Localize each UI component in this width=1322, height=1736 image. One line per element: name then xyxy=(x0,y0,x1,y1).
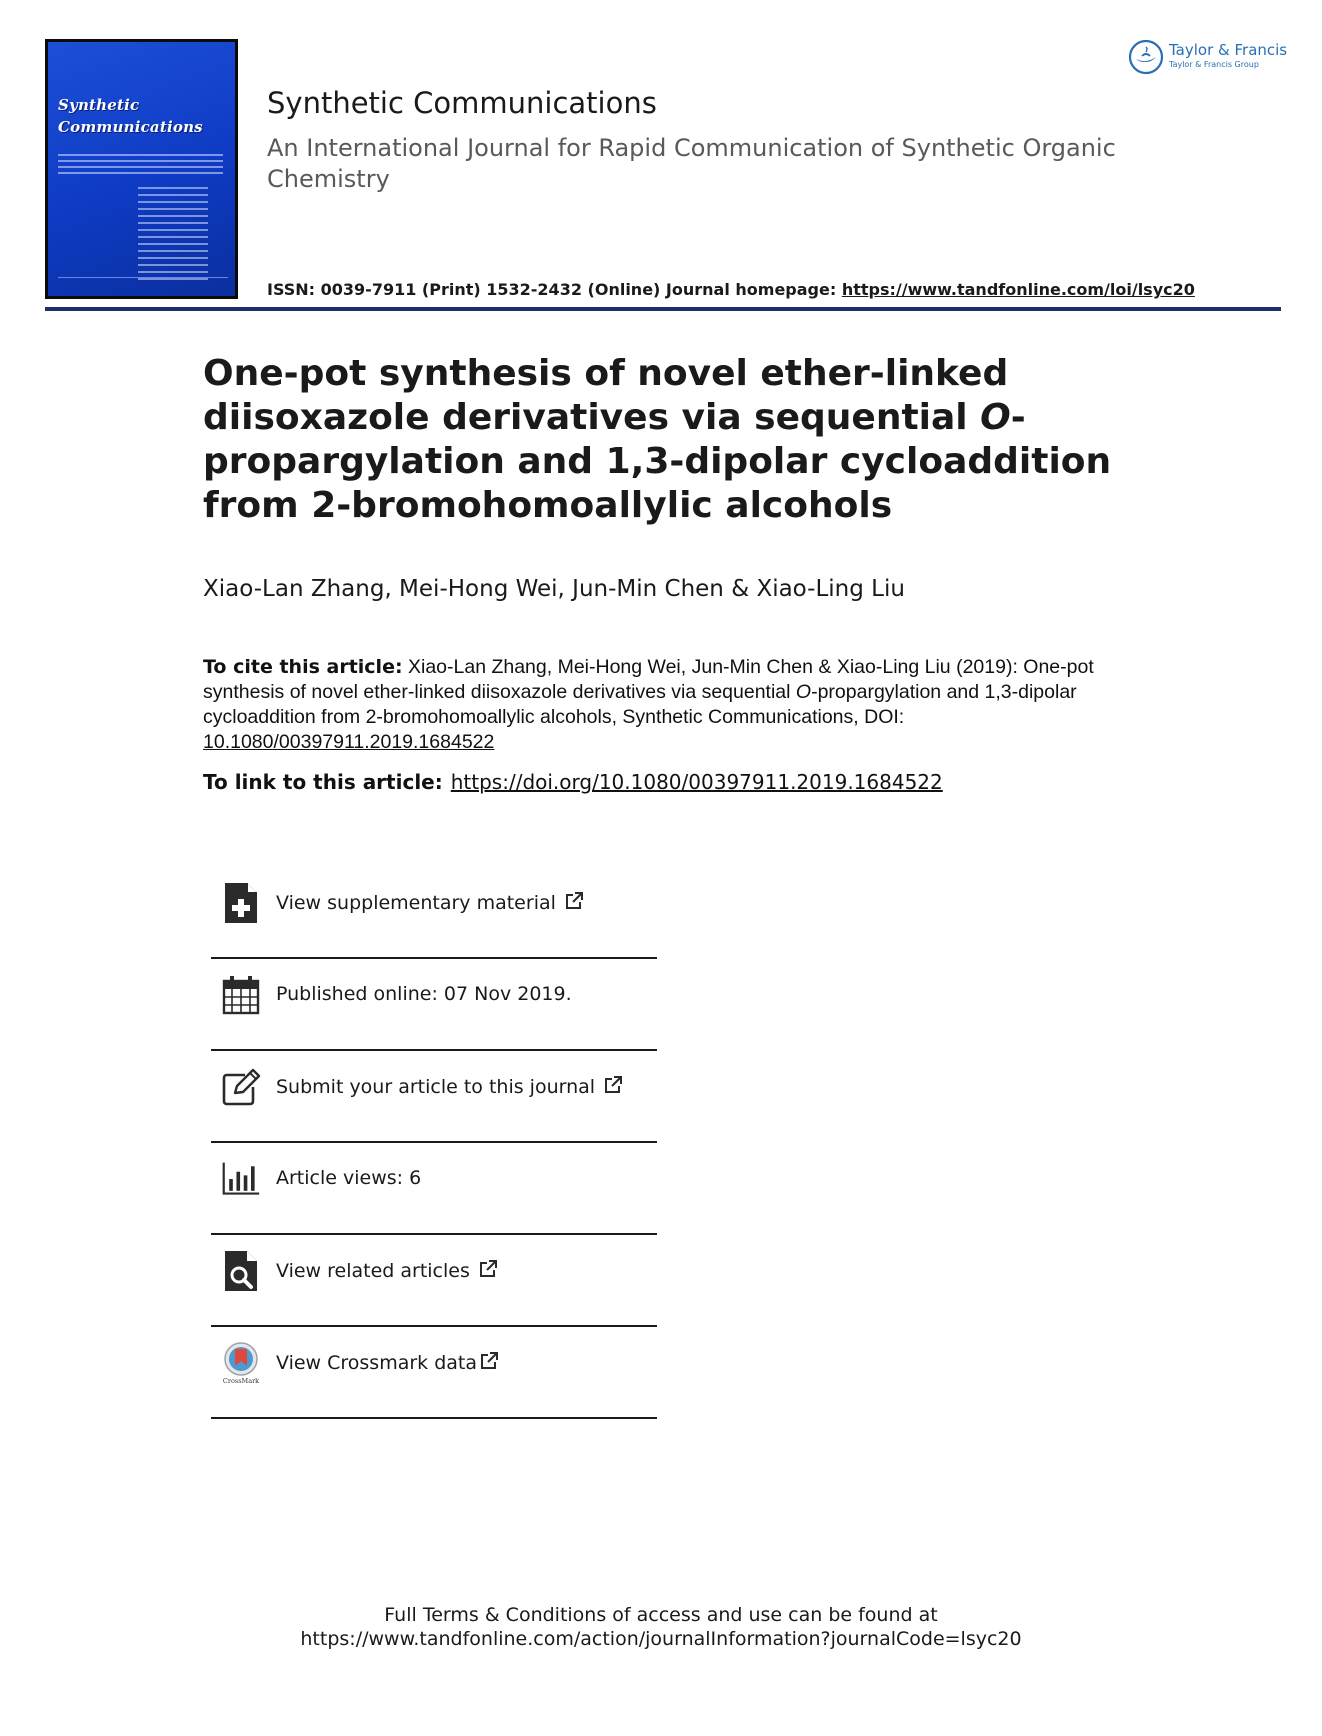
issn-text: ISSN: 0039-7911 (Print) 1532-2432 (Online) Journal homepage: xyxy=(267,280,842,299)
citation-block xyxy=(203,655,1103,755)
article-authors: Xiao-Lan Zhang, Mei-Hong Wei, Jun-Min Chen & Xiao-Ling Liu xyxy=(203,576,905,602)
publisher-lamp-icon xyxy=(1128,39,1164,75)
external-link-icon xyxy=(478,1259,498,1279)
submit-article-link[interactable] xyxy=(211,1049,657,1141)
view-crossmark-link[interactable] xyxy=(211,1325,657,1419)
terms-footer xyxy=(0,1603,1322,1651)
published-online-label: Published online: 07 Nov 2019. xyxy=(276,983,572,1005)
article-title xyxy=(203,352,1133,528)
calendar-icon xyxy=(221,973,261,1017)
cover-title xyxy=(58,94,233,138)
crossmark-row-content xyxy=(276,1351,499,1374)
cover-subtitle-lines xyxy=(58,154,223,176)
bar-chart-icon xyxy=(221,1157,261,1201)
svg-text:CrossMark: CrossMark xyxy=(222,1377,260,1385)
related-articles-label: View related articles xyxy=(276,1260,470,1282)
cover-footer-line xyxy=(58,277,228,288)
header-divider xyxy=(45,307,1281,311)
article-doi-link[interactable]: https://doi.org/10.1080/00397911.2019.1684522 xyxy=(450,770,943,794)
external-link-icon xyxy=(603,1075,623,1095)
submit-label: Submit your article to this journal xyxy=(276,1076,596,1098)
crossmark-label: View Crossmark data xyxy=(276,1352,478,1374)
external-link-icon xyxy=(564,891,584,911)
supplementary-row-content xyxy=(276,891,584,914)
view-supplementary-material-link[interactable] xyxy=(211,867,657,957)
journal-title: Synthetic Communications xyxy=(267,86,657,120)
view-related-articles-link[interactable] xyxy=(211,1233,657,1325)
article-link-line xyxy=(203,770,943,794)
publisher-name: Taylor & Francis xyxy=(1169,41,1288,59)
journal-homepage-link[interactable]: https://www.tandfonline.com/loi/lsyc20 xyxy=(841,280,1195,299)
cover-editor-lines xyxy=(138,187,208,282)
article-title-part1: One-pot synthesis of novel ether-linked diisoxazole derivatives via sequential xyxy=(203,353,1009,438)
citation-text-part2: -propargylation and 1,3-dipolar cycloaddition from 2-bromohomoallylic alcohols, Synthetic Communications, DOI: xyxy=(203,681,1077,728)
article-title-italic: O xyxy=(980,397,1011,438)
related-row-content xyxy=(276,1259,498,1282)
file-plus-icon xyxy=(221,881,261,925)
search-document-icon xyxy=(221,1249,261,1293)
submit-row-content xyxy=(276,1075,623,1098)
citation-doi-link[interactable]: 10.1080/00397911.2019.1684522 xyxy=(203,731,495,753)
published-online-row xyxy=(211,957,657,1049)
external-link-icon xyxy=(479,1351,499,1371)
terms-footer-url[interactable]: https://www.tandfonline.com/action/journalInformation?journalCode=lsyc20 xyxy=(300,1628,1022,1650)
citation-text-italic: O xyxy=(795,681,812,703)
article-title-part2: -propargylation and 1,3-dipolar cycloaddition from 2-bromohomoallylic alcohols xyxy=(203,397,1112,526)
cover-title-line2: Communications xyxy=(58,118,203,136)
publisher-logo[interactable] xyxy=(1128,39,1288,77)
supplementary-label: View supplementary material xyxy=(276,892,556,914)
cover-title-line1: Synthetic xyxy=(58,96,140,114)
publisher-group: Taylor & Francis Group xyxy=(1169,60,1259,69)
article-views-row xyxy=(211,1141,657,1233)
edit-icon xyxy=(221,1065,261,1109)
article-views-label: Article views: 6 xyxy=(276,1167,422,1189)
issn-line xyxy=(267,280,1195,299)
crossmark-icon xyxy=(221,1341,261,1385)
article-link-label: To link to this article: xyxy=(203,770,443,794)
citation-text-part1: Xiao-Lan Zhang, Mei-Hong Wei, Jun-Min Chen & Xiao-Ling Liu (2019): One-pot synthesis of novel ether-linked diisoxazole derivatives via sequential xyxy=(203,656,1094,703)
citation-label: To cite this article: xyxy=(203,656,403,678)
article-actions-list xyxy=(211,867,657,1419)
terms-footer-line1: Full Terms & Conditions of access and use can be found at xyxy=(384,1604,938,1626)
journal-subtitle: An International Journal for Rapid Communication of Synthetic Organic Chemistry xyxy=(267,134,1116,193)
journal-cover-image xyxy=(45,39,238,299)
